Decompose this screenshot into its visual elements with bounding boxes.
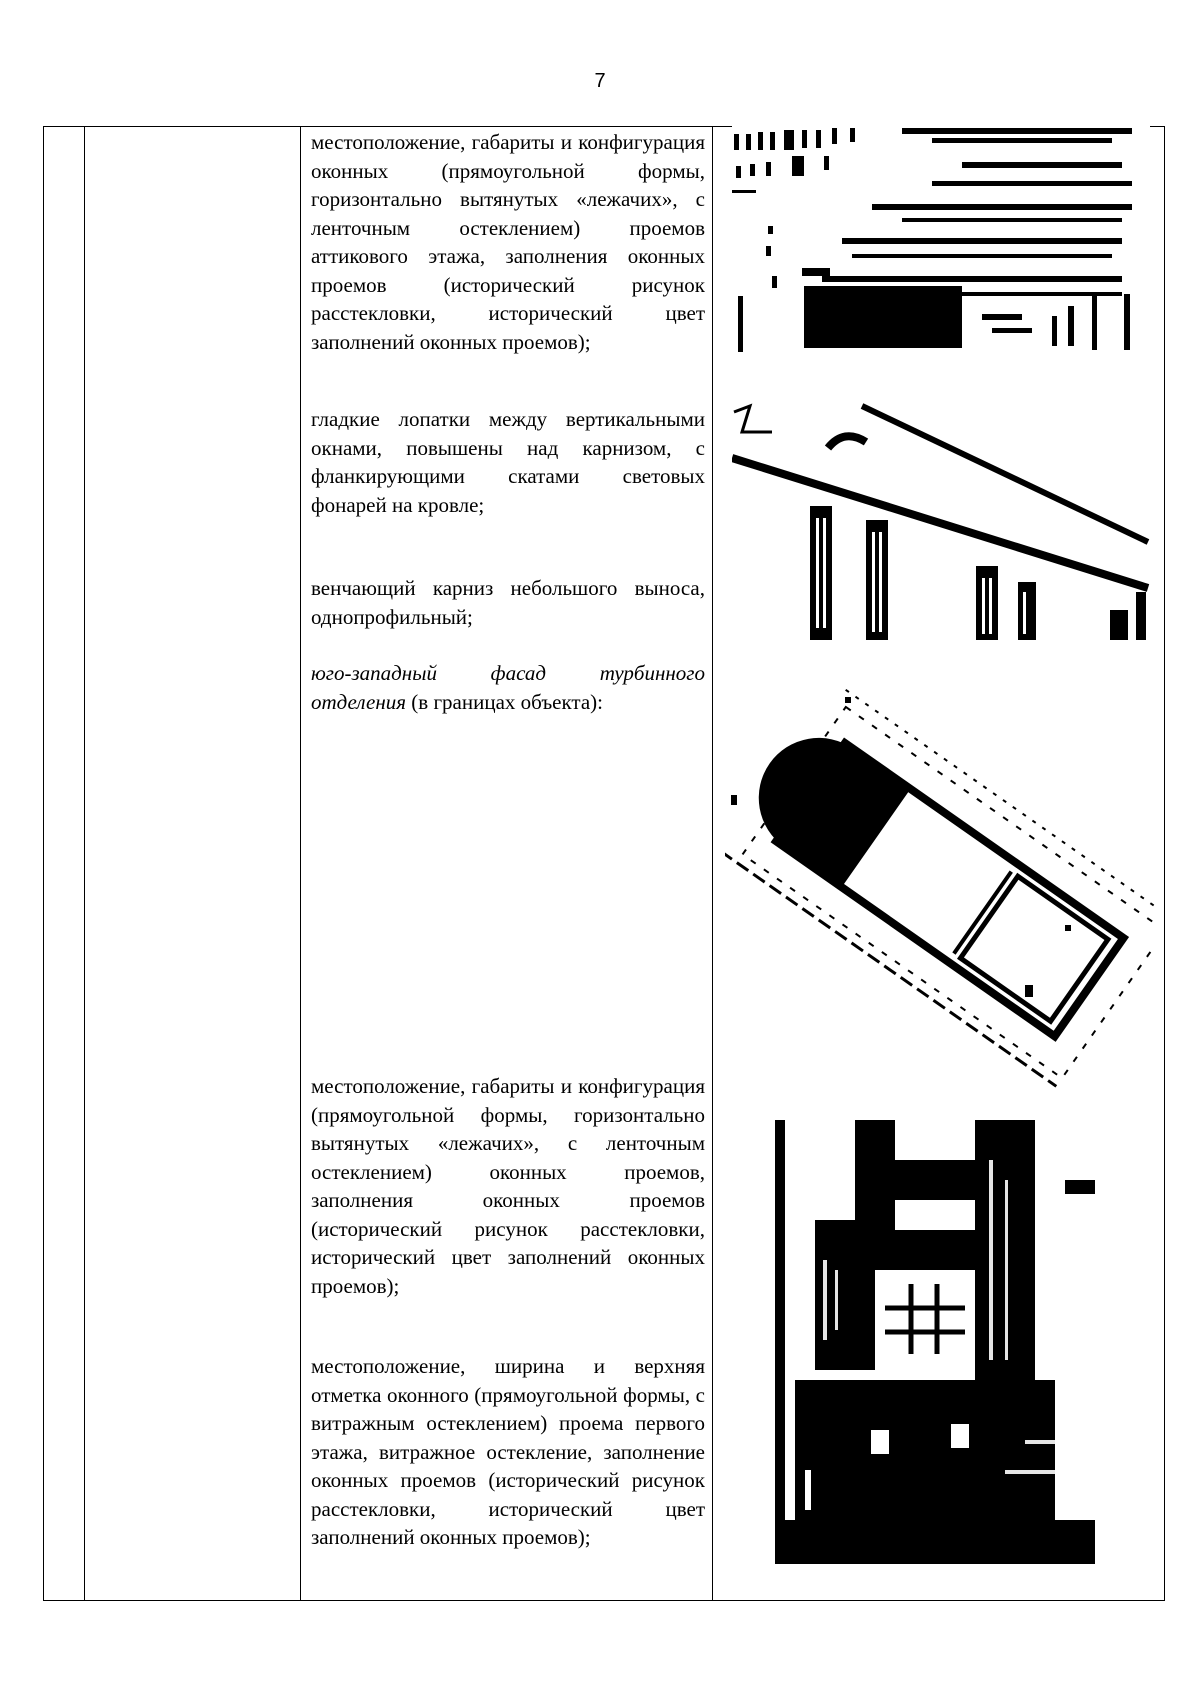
column-divider-2	[300, 127, 301, 1600]
text-column	[311, 126, 705, 1601]
facade-heading	[311, 659, 705, 716]
page-number: 7	[594, 70, 606, 92]
paragraph-cornice: венчающий карниз небольшого выноса, однопрофильный;	[311, 576, 705, 629]
column-divider-1	[84, 127, 85, 1600]
building-roof-photo-icon	[732, 126, 1150, 352]
column-divider-3	[712, 127, 713, 1600]
facade-cornice-photo-icon	[732, 402, 1150, 640]
paragraph-pilasters: гладкие лопатки между вертикальными окнами, повышены над карнизом, с фланкирующими скатами световых фонарей на кровле;	[311, 407, 705, 517]
paragraph-ribbon-windows: местоположение, габариты и конфигурация (прямоугольной формы, горизонтально вытянутых «лежачих», с ленточным остеклением) оконных проемов, заполнения оконных проемов (исторический рисунок расстекловки, исторический цвет заполнений оконных проемов);	[311, 1074, 705, 1298]
paragraph-attic-windows: местоположение, габариты и конфигурация оконных (прямоугольной формы, горизонтально вытянутых «лежачих», с ленточным остеклением) проемов аттикового этажа, заполнения оконных проемов (исторический рисунок расстекловки, исторический цвет заполнений оконных проемов);	[311, 130, 705, 354]
facade-heading-italic: юго-западный фасад турбинного отделения	[311, 661, 705, 714]
site-plan-drawing-icon	[725, 685, 1155, 1105]
facade-heading-normal: (в границах объекта):	[406, 689, 604, 714]
building-facade-photo-icon	[775, 1120, 1095, 1564]
paragraph-ground-floor-window: местоположение, ширина и верхняя отметка оконного (прямоугольной формы, с витражным остеклением) проема первого этажа, витражное остекление, заполнение оконных проемов (исторический рисунок расстекловки, исторический цвет заполнений оконных проемов);	[311, 1354, 705, 1549]
